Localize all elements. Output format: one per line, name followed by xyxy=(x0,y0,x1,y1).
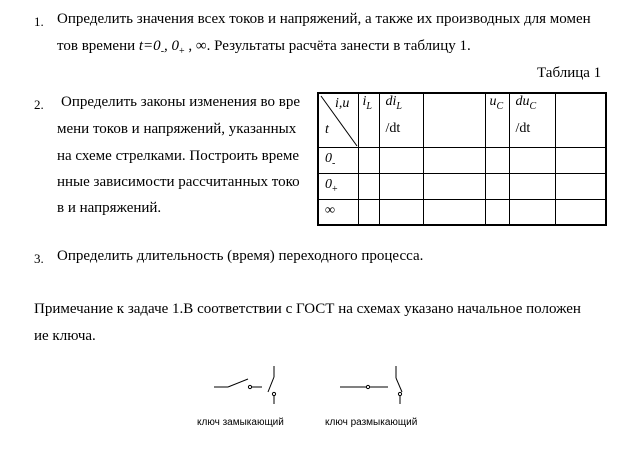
table-row xyxy=(318,173,606,199)
header-diL-dt: $di_L$ /dt xyxy=(379,93,423,147)
table-row xyxy=(318,199,606,225)
opening-switch-icon xyxy=(336,362,416,407)
row-label: $0_+$ xyxy=(318,173,358,199)
item-2-text-line5: в и напряжений. xyxy=(57,200,162,216)
table-cell xyxy=(423,199,485,225)
item-1-text-line1: Определить значения всех токов и напряжений, а также их производных для момен xyxy=(57,11,591,27)
item-3-number: 3. xyxy=(34,251,44,266)
results-table xyxy=(317,92,607,226)
item-2-text-line1: Определить законы изменения во вре xyxy=(61,94,300,110)
corner-top-label: i,u xyxy=(335,96,350,111)
item-2-text-line4: нные зависимости рассчитанных токо xyxy=(57,174,300,190)
table-cell xyxy=(509,173,555,199)
item-2-number: 2. xyxy=(34,97,44,112)
item-2-text-line2: мени токов и напряжений, указанных xyxy=(57,121,297,137)
table-cell xyxy=(358,173,379,199)
table-cell xyxy=(379,199,423,225)
table-cell xyxy=(379,147,423,173)
item-1-text-line2: тов времени $t=0_-$, $0_+$ , ∞. Результаты расчёта занести в таблицу 1. xyxy=(57,38,471,57)
header-empty-2 xyxy=(555,93,606,147)
row-label: ∞ xyxy=(318,199,358,225)
table-cell xyxy=(358,199,379,225)
table-cell xyxy=(509,199,555,225)
header-empty-1 xyxy=(423,93,485,147)
closing-switch-caption: ключ замыкающий xyxy=(197,417,284,428)
table-cell xyxy=(423,173,485,199)
item-3-text: Определить длительность (время) переходного процесса. xyxy=(57,248,424,264)
table-cell xyxy=(555,173,606,199)
opening-switch-caption: ключ размыкающий xyxy=(325,417,418,428)
item-1-number: 1. xyxy=(34,14,44,29)
table-corner-cell xyxy=(318,93,358,147)
table-cell xyxy=(485,199,509,225)
table-cell xyxy=(423,147,485,173)
table-cell xyxy=(379,173,423,199)
note-line2: ие ключа. xyxy=(34,328,96,344)
corner-bottom-label: t xyxy=(325,122,329,137)
header-uC: $u_C$ xyxy=(485,93,509,147)
row-label: $0_-$ xyxy=(318,147,358,173)
closing-switch-icon xyxy=(210,362,290,407)
table-caption: Таблица 1 xyxy=(537,65,602,81)
table-cell xyxy=(555,147,606,173)
item-2-text-line3: на схеме стрелками. Построить време xyxy=(57,148,300,164)
table-cell xyxy=(358,147,379,173)
table-cell xyxy=(485,147,509,173)
table-row xyxy=(318,147,606,173)
table-cell xyxy=(485,173,509,199)
table-cell xyxy=(509,147,555,173)
header-iL: $i_L$ xyxy=(358,93,379,147)
table-cell xyxy=(555,199,606,225)
note-line1: Примечание к задаче 1.В соответствии с ГОСТ на схемах указано начальное положен xyxy=(34,301,581,317)
header-duC-dt: $du_C$ /dt xyxy=(509,93,555,147)
